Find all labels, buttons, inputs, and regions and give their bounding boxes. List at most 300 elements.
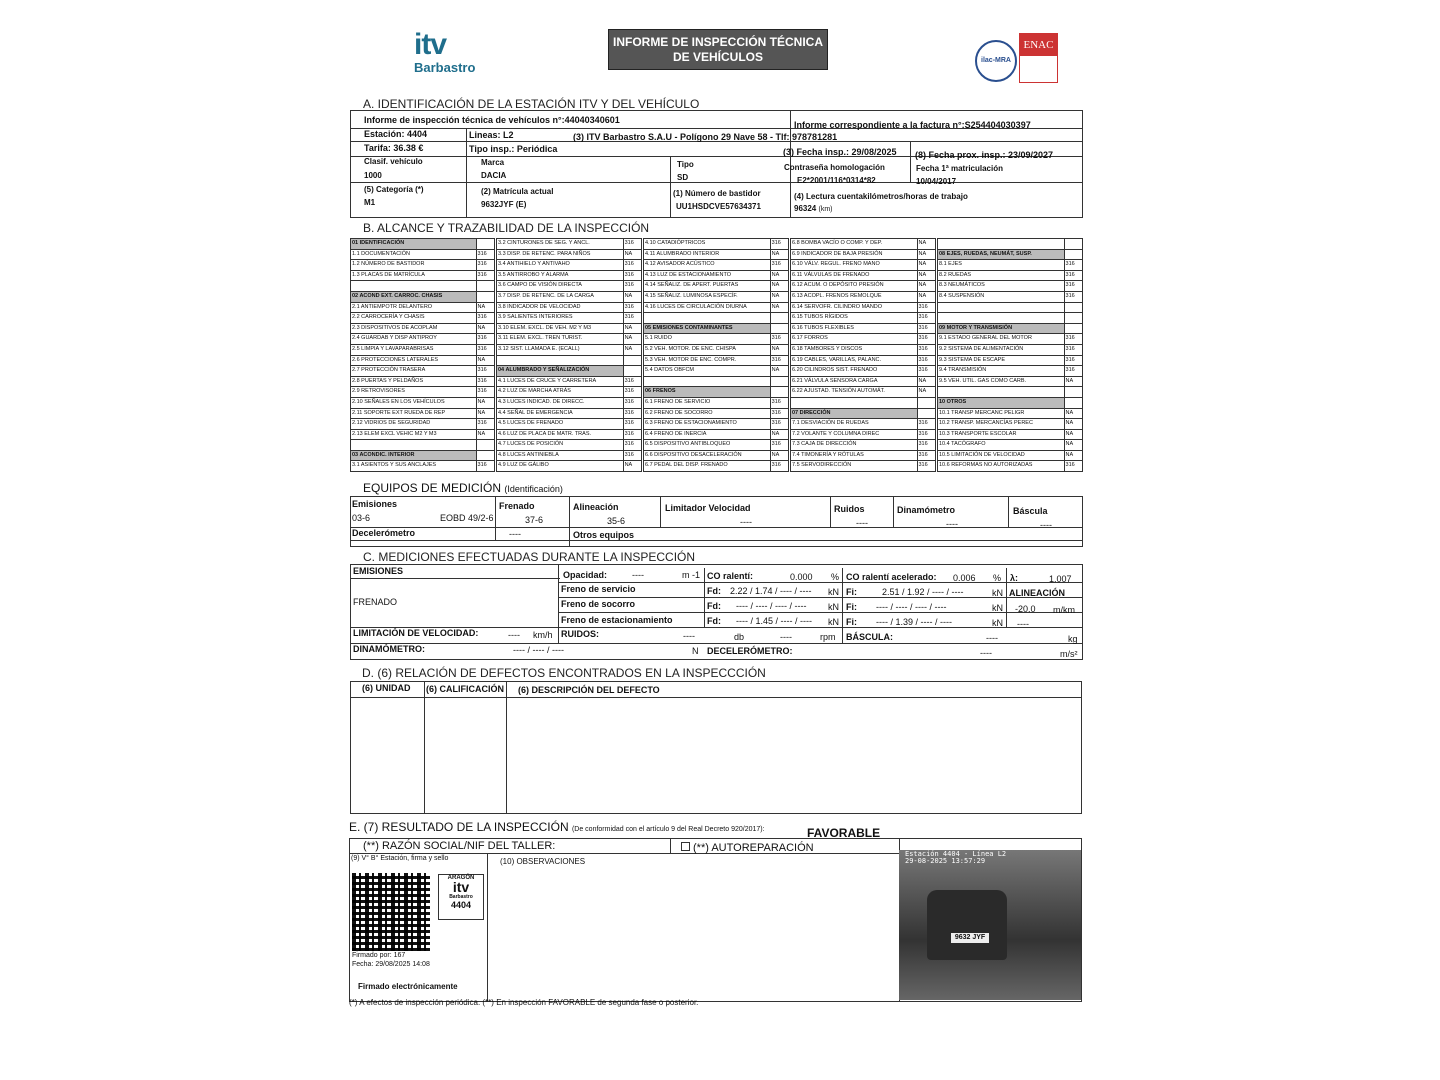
scope-row [644, 387, 789, 398]
scope-row [351, 450, 495, 461]
scope-item: 6.16 TUBOS FLEXIBLES [791, 323, 918, 334]
scope-item [351, 281, 477, 292]
scope-item: 7.5 SERVODIRECCIÓN [791, 461, 918, 472]
scope-item: 4.8 LUCES ANTINIEBLA [497, 450, 624, 461]
c-ruidos-val: ---- [683, 631, 695, 641]
eq-ruidos-val: ---- [856, 518, 868, 528]
scope-item [938, 302, 1065, 313]
scope-code: NA [917, 260, 936, 271]
tipo-label: Tipo [677, 160, 694, 169]
scope-item: 6.17 FORROS [791, 334, 918, 345]
scope-item: 6.18 TAMBORES Y DISCOS [791, 344, 918, 355]
c-fi-soc: ---- / ---- / ---- / ---- [876, 602, 947, 612]
scope-item: 3.2 CINTURONES DE SEG. Y ANCL. [497, 239, 624, 250]
scope-item: 10.6 REFORMAS NO AUTORIZADAS [938, 461, 1065, 472]
scope-code: 316 [770, 397, 788, 408]
scope-code [917, 408, 936, 419]
eq-frenado-label: Frenado [499, 501, 535, 511]
scope-row [351, 429, 495, 440]
scope-item: 6.22 AJUSTAD. TENSIÓN AUTOMÁT. [791, 387, 918, 398]
c-co-acel-unit: % [993, 573, 1002, 583]
eq-emisiones-val2: EOBD 49/2-6 [440, 513, 494, 523]
scope-item: 10 OTROS [938, 397, 1065, 408]
scope-item [644, 376, 771, 387]
scope-row [938, 450, 1083, 461]
scope-row [938, 397, 1083, 408]
scope-code: 316 [917, 355, 936, 366]
categoria-label: (5) Categoría (*) [364, 185, 424, 194]
c-limit-val: ---- [508, 630, 520, 640]
scope-item: 3.10 ELEM. EXCL. DE VEH. M2 Y M3 [497, 323, 624, 334]
scope-code: 316 [917, 366, 936, 377]
scope-row [351, 408, 495, 419]
c-opacidad-label: Opacidad: [563, 570, 608, 580]
section-a-title: A. IDENTIFICACIÓN DE LA ESTACIÓN ITV Y DEL VEHÍCULO [363, 97, 700, 111]
scope-item: 6.7 PEDAL DEL DISP. FRENADO [644, 461, 771, 472]
scope-code: 316 [1064, 344, 1082, 355]
scope-item: 8.3 NEUMÁTICOS [938, 281, 1065, 292]
c-bascula-unit: kg [1068, 634, 1078, 644]
tarifa: Tarifa: 36.38 € [364, 143, 424, 153]
bastidor-value: UU1HSDCVE57634371 [676, 202, 761, 211]
scope-row [351, 323, 495, 334]
scope-row [497, 334, 642, 345]
section-e-title-text: E. (7) RESULTADO DE LA INSPECCIÓN [349, 820, 569, 834]
scope-item: 10.2 TRANSP. MERCANCÍAS PEREC [938, 419, 1065, 430]
scope-row [938, 344, 1083, 355]
scope-item: 8.2 RUEDAS [938, 270, 1065, 281]
scope-item: 2.8 PUERTAS Y PELDAÑOS [351, 376, 477, 387]
scope-row [644, 397, 789, 408]
lectura-unit: (km) [818, 206, 833, 213]
informe-number: Informe de inspección técnica de vehículos n°:44040340601 [364, 115, 620, 125]
scope-item: 2.5 LIMPIA Y LAVAPARABRISAS [351, 344, 477, 355]
scope-code: NA [623, 344, 641, 355]
scope-row [938, 281, 1083, 292]
scope-row [351, 366, 495, 377]
scope-row [644, 344, 789, 355]
scope-code: 316 [623, 260, 641, 271]
scope-item: 1.2 NÚMERO DE BASTIDOR [351, 260, 477, 271]
scope-column [643, 238, 789, 472]
scope-item: 3.5 ANTIRROBO Y ALARMA [497, 270, 624, 281]
scope-item: 04 ALUMBRADO Y SEÑALIZACIÓN [497, 366, 624, 377]
scope-code [1064, 397, 1082, 408]
scope-row [644, 419, 789, 430]
scope-code: 316 [623, 270, 641, 281]
scope-row [351, 387, 495, 398]
scope-code [476, 239, 494, 250]
enac-logo [1019, 33, 1058, 83]
scope-row [938, 355, 1083, 366]
scope-row [497, 366, 642, 377]
c-dina-val: ---- / ---- / ---- [513, 645, 564, 655]
marca-label: Marca [481, 158, 505, 167]
scope-code: NA [770, 450, 788, 461]
scope-row [644, 249, 789, 260]
c-fd-est-label: Fd: [707, 616, 721, 626]
scope-code: 316 [770, 334, 788, 345]
scope-item: 3.12 SIST. LLAMADA E. (ECALL) [497, 344, 624, 355]
autoreparacion[interactable] [681, 842, 814, 854]
scope-item: 6.6 DISPOSITIVO DESACELERACIÓN [644, 450, 771, 461]
scope-item: 4.13 LUZ DE ESTACIONAMIENTO [644, 270, 771, 281]
c-fi-serv-label: Fi: [846, 587, 857, 597]
scope-row [497, 450, 642, 461]
scope-row [644, 270, 789, 281]
scope-item: 4.10 CATADIÓPTRICOS [644, 239, 771, 250]
scope-item: 3.6 CAMPO DE VISIÓN DIRECTA [497, 281, 624, 292]
section-e-title [349, 820, 765, 834]
scope-row [351, 281, 495, 292]
c-ruidos-db: db [734, 632, 745, 642]
eq-bascula-val: ---- [1040, 520, 1052, 530]
scope-code: 316 [623, 313, 641, 324]
scope-row [938, 366, 1083, 377]
lectura-label: (4) Lectura cuentakilómetros/horas de trabajo [794, 192, 968, 201]
scope-code: 316 [476, 270, 494, 281]
c-decel-val: ---- [980, 648, 992, 658]
scope-item: 5.4 DATOS OBFCM [644, 366, 771, 377]
scope-code: 316 [623, 450, 641, 461]
scope-item: 2.6 PROTECCIONES LATERALES [351, 355, 477, 366]
ilac-logo [975, 40, 1017, 82]
scope-row [497, 302, 642, 313]
scope-item: 2.13 ELEM EXCL VEHIC M2 Y M3 [351, 429, 477, 440]
itv-logo [414, 30, 486, 86]
scope-code [623, 366, 641, 377]
scope-code: NA [1064, 440, 1082, 451]
scope-code: 316 [623, 408, 641, 419]
scope-row [791, 429, 936, 440]
scope-code: 316 [917, 313, 936, 324]
scope-row [791, 376, 936, 387]
c-fd-soc: ---- / ---- / ---- / ---- [736, 601, 807, 611]
tipo-value: SD [677, 173, 689, 182]
scope-row [351, 313, 495, 324]
scope-code [476, 281, 494, 292]
scope-item: 2.9 RETROVISORES [351, 387, 477, 398]
eq-limitador-val: ---- [740, 517, 752, 527]
seal-top: ARAGÓN [447, 875, 475, 881]
photo-timestamp: 29-08-2025 13:57:29 [905, 857, 986, 865]
c-limit-unit: km/h [533, 630, 553, 640]
c-emisiones: EMISIONES [353, 566, 404, 576]
contrasena-value: E2*2001/116*0314*82 [797, 176, 876, 185]
scope-row [938, 429, 1083, 440]
scope-code: NA [917, 239, 936, 250]
seal-city: Barbastro [449, 894, 473, 900]
scope-item: 1.1 DOCUMENTACIÓN [351, 249, 477, 260]
scope-code: NA [770, 366, 788, 377]
c-opacidad-val: ---- [632, 570, 644, 580]
c-decel-label: DECELERÓMETRO: [707, 646, 793, 656]
scope-item: 6.12 ACUM. O DEPÓSITO PRESIÓN [791, 281, 918, 292]
scope-code: 316 [476, 461, 494, 472]
observaciones: (10) OBSERVACIONES [500, 857, 586, 866]
scope-item: 8.1 EJES [938, 260, 1065, 271]
scope-row [938, 270, 1083, 281]
scope-row [351, 355, 495, 366]
scope-item: 5.2 VEH. MOTOR. DE ENC. CHISPA [644, 344, 771, 355]
scope-item: 6.8 BOMBA VACÍO O COMP. Y DEP. [791, 239, 918, 250]
scope-row [351, 260, 495, 271]
scope-row [351, 419, 495, 430]
scope-row [938, 313, 1083, 324]
scope-item: 6.4 FRENO DE INERCIA [644, 429, 771, 440]
title-line-1: INFORME DE INSPECCIÓN TÉCNICA [612, 35, 823, 49]
scope-item: 4.1 LUCES DE CRUCE Y CARRETERA [497, 376, 624, 387]
d-calificacion-header: (6) CALIFICACIÓN [426, 684, 504, 694]
c-co-acel-label: CO ralentí acelerado: [846, 572, 937, 582]
scope-code: NA [770, 249, 788, 260]
scope-row [791, 302, 936, 313]
scope-code [476, 440, 494, 451]
scope-row [791, 270, 936, 281]
scope-item: 4.16 LUCES DE CIRCULACIÓN DIURNA [644, 302, 771, 313]
c-alineacion-val2: ---- [1017, 619, 1029, 629]
scope-row [497, 376, 642, 387]
c-co-acel-val: 0.006 [953, 573, 976, 583]
scope-code: NA [917, 281, 936, 292]
scope-item: 4.3 LUCES INDICAD. DE DIRECC. [497, 397, 624, 408]
scope-code: 316 [1064, 334, 1082, 345]
scope-item: 6.20 CILINDROS SIST. FRENADO [791, 366, 918, 377]
categoria-value: M1 [364, 198, 376, 207]
contrasena-label: Contraseña homologación [784, 163, 885, 172]
scope-item: 5.3 VEH. MOTOR DE ENC. COMPR. [644, 355, 771, 366]
scope-row [644, 376, 789, 387]
scope-code [770, 323, 788, 334]
c-frenado: FRENADO [353, 597, 398, 607]
scope-code: 316 [917, 344, 936, 355]
scope-row [791, 355, 936, 366]
scope-code: 316 [623, 281, 641, 292]
scope-item: 3.11 ELEM. EXCL. TREN TURIST. [497, 334, 624, 345]
qr-code-icon [352, 873, 430, 951]
scope-item: 6.9 INDICADOR DE BAJA PRESIÓN [791, 249, 918, 260]
scope-code: NA [1064, 408, 1082, 419]
scope-row [497, 397, 642, 408]
scope-code [1064, 323, 1082, 334]
scope-row [497, 260, 642, 271]
scope-code: 316 [917, 302, 936, 313]
eq-emisiones-label: Emisiones [352, 499, 398, 509]
scope-code: NA [770, 291, 788, 302]
eq-decel-val: ---- [509, 529, 521, 539]
scope-item: 10.3 TRANSPORTE ESCOLAR [938, 429, 1065, 440]
scope-item: 9.2 SISTEMA DE ALIMENTACIÓN [938, 344, 1065, 355]
firma-fecha: Fecha: 29/08/2025 14:08 [352, 961, 430, 968]
scope-item: 09 MOTOR Y TRANSMISIÓN [938, 323, 1065, 334]
inspection-scope-grid [350, 238, 1083, 478]
scope-item: 3.8 INDICADOR DE VELOCIDAD [497, 302, 624, 313]
defects-table [350, 681, 1082, 814]
section-e-note: (De conformidad con el artículo 9 del Real Decreto 920/2017): [571, 826, 765, 833]
c-fi-soc-label: Fi: [846, 602, 857, 612]
c-ruidos-rpm-val: ---- [780, 632, 792, 642]
scope-code: 316 [1064, 461, 1082, 472]
scope-item: 6.1 FRENO DE SERVICIO [644, 397, 771, 408]
c-limit-label: LIMITACIÓN DE VELOCIDAD: [353, 628, 479, 638]
scope-code: NA [770, 270, 788, 281]
scope-item: 03 ACONDIC. INTERIOR [351, 450, 477, 461]
seal-number: 4404 [450, 900, 472, 910]
scope-code: NA [623, 323, 641, 334]
equipos-title [363, 481, 563, 495]
scope-code: 316 [917, 419, 936, 430]
clasif-value: 1000 [364, 171, 382, 180]
scope-code: NA [770, 302, 788, 313]
scope-code: 316 [917, 323, 936, 334]
scope-row [351, 376, 495, 387]
scope-row [644, 355, 789, 366]
c-fi-est: ---- / 1.39 / ---- / ---- [876, 617, 952, 627]
equipos-subtitle: (Identificación) [504, 484, 563, 494]
report-title [608, 29, 828, 70]
scope-row [938, 461, 1083, 472]
scope-row [791, 387, 936, 398]
c-bascula-label: BÁSCULA: [846, 632, 893, 642]
scope-code: NA [770, 429, 788, 440]
eq-alineacion-label: Alineación [573, 502, 619, 512]
scope-row [644, 366, 789, 377]
c-freno-est: Freno de estacionamiento [561, 615, 673, 625]
scope-code: 316 [917, 461, 936, 472]
scope-code: 316 [1064, 270, 1082, 281]
scope-row [497, 440, 642, 451]
scope-row [791, 260, 936, 271]
scope-row [938, 419, 1083, 430]
scope-row [497, 323, 642, 334]
scope-item [791, 397, 918, 408]
clasif-label: Clasif. vehículo [364, 157, 423, 166]
c-lambda-label: λ: [1010, 573, 1019, 583]
scope-row [644, 429, 789, 440]
logo-sub: Barbastro [414, 60, 476, 75]
scope-item: 5.1 RUIDO [644, 334, 771, 345]
scope-row [644, 239, 789, 250]
scope-code: 316 [1064, 291, 1082, 302]
scope-row [938, 291, 1083, 302]
scope-code: NA [917, 249, 936, 260]
scope-row [791, 281, 936, 292]
scope-row [938, 408, 1083, 419]
section-c-title: C. MEDICIONES EFECTUADAS DURANTE LA INSPECCIÓN [363, 550, 696, 564]
scope-row [497, 291, 642, 302]
scope-code: 316 [476, 366, 494, 377]
scope-row [938, 334, 1083, 345]
scope-row [644, 408, 789, 419]
scope-code [1064, 249, 1082, 260]
logo-text: itv [414, 28, 447, 61]
scope-row [938, 376, 1083, 387]
checkbox-icon[interactable] [681, 842, 690, 851]
scope-item: 2.4 GUARDAB Y DISP ANTIPROY [351, 334, 477, 345]
scope-item: 10.5 LIMITACIÓN DE VELOCIDAD [938, 450, 1065, 461]
vehicle-photo [899, 850, 1081, 1000]
eq-bascula-label: Báscula [1013, 506, 1048, 516]
scope-code: NA [476, 323, 494, 334]
scope-item [938, 239, 1065, 250]
scope-row [497, 270, 642, 281]
scope-item: 4.15 SEÑALIZ. LUMINOSA ESPECÍF. [644, 291, 771, 302]
scope-code: NA [1064, 450, 1082, 461]
scope-code [770, 376, 788, 387]
c-freno-soc: Freno de socorro [561, 599, 636, 609]
scope-row [938, 440, 1083, 451]
scope-code: 316 [476, 260, 494, 271]
scope-item: 7.2 VOLANTE Y COLUMNA DIREC [791, 429, 918, 440]
scope-code: 316 [770, 408, 788, 419]
scope-row [351, 397, 495, 408]
d-descripcion-header: (6) DESCRIPCIÓN DEL DEFECTO [518, 685, 660, 695]
eq-dinamometro-val: ---- [946, 519, 958, 529]
eq-otros-label: Otros equipos [573, 530, 635, 540]
enac-text: ENAC [1020, 34, 1057, 56]
firmado-por: Firmado por: 167 [352, 952, 406, 959]
c-co-ralenti-unit: % [831, 572, 840, 582]
scope-item: 7.4 TIMONERÍA Y RÓTULAS [791, 450, 918, 461]
scope-code: NA [917, 387, 936, 398]
scope-code: 316 [917, 334, 936, 345]
scope-row [497, 408, 642, 419]
scope-code: 316 [623, 387, 641, 398]
scope-row [351, 461, 495, 472]
estacion: Estación: 4404 [364, 129, 428, 139]
scope-code: NA [476, 355, 494, 366]
scope-code [476, 450, 494, 461]
scope-row [497, 313, 642, 324]
scope-row [791, 366, 936, 377]
scope-row [791, 440, 936, 451]
scope-column [496, 238, 642, 472]
scope-item: 7.1 DESVIACIÓN DE RUEDAS [791, 419, 918, 430]
scope-item: 7.3 CAJA DE DIRECCIÓN [791, 440, 918, 451]
photo-station: Estación 4404 - Línea L2 [905, 850, 1007, 858]
scope-row [938, 239, 1083, 250]
scope-item: 02 ACOND EXT. CARROC. CHASIS [351, 291, 477, 302]
c-fi-serv: 2.51 / 1.92 / ---- / ---- [882, 587, 964, 597]
scope-row [497, 344, 642, 355]
scope-code: 316 [476, 376, 494, 387]
scope-item: 6.2 FRENO DE SOCORRO [644, 408, 771, 419]
scope-code: NA [917, 291, 936, 302]
scope-row [791, 397, 936, 408]
scope-code: 316 [623, 397, 641, 408]
visto-bueno: (9) V° B° Estación, firma y sello [351, 855, 449, 862]
scope-row [644, 313, 789, 324]
scope-code: 316 [476, 313, 494, 324]
scope-code: 316 [770, 440, 788, 451]
scope-row [791, 249, 936, 260]
scope-item [938, 387, 1065, 398]
scope-code: 316 [476, 249, 494, 260]
scope-code [623, 355, 641, 366]
empresa: (3) ITV Barbastro S.A.U - Polígono 29 Nave 58 - Tlf: 978781281 [573, 132, 838, 142]
lectura-value [794, 204, 832, 213]
scope-item: 10.4 TACÓGRAFO [938, 440, 1065, 451]
scope-item: 9.3 SISTEMA DE ESCAPE [938, 355, 1065, 366]
scope-code: 316 [476, 387, 494, 398]
scope-row [644, 450, 789, 461]
scope-code: 316 [770, 239, 788, 250]
scope-item: 9.1 ESTADO GENERAL DEL MOTOR [938, 334, 1065, 345]
scope-code: NA [623, 249, 641, 260]
scope-code: 316 [623, 239, 641, 250]
scope-item: 10.1 TRANSP MERCANC PELIGR [938, 408, 1065, 419]
scope-code [1064, 239, 1082, 250]
